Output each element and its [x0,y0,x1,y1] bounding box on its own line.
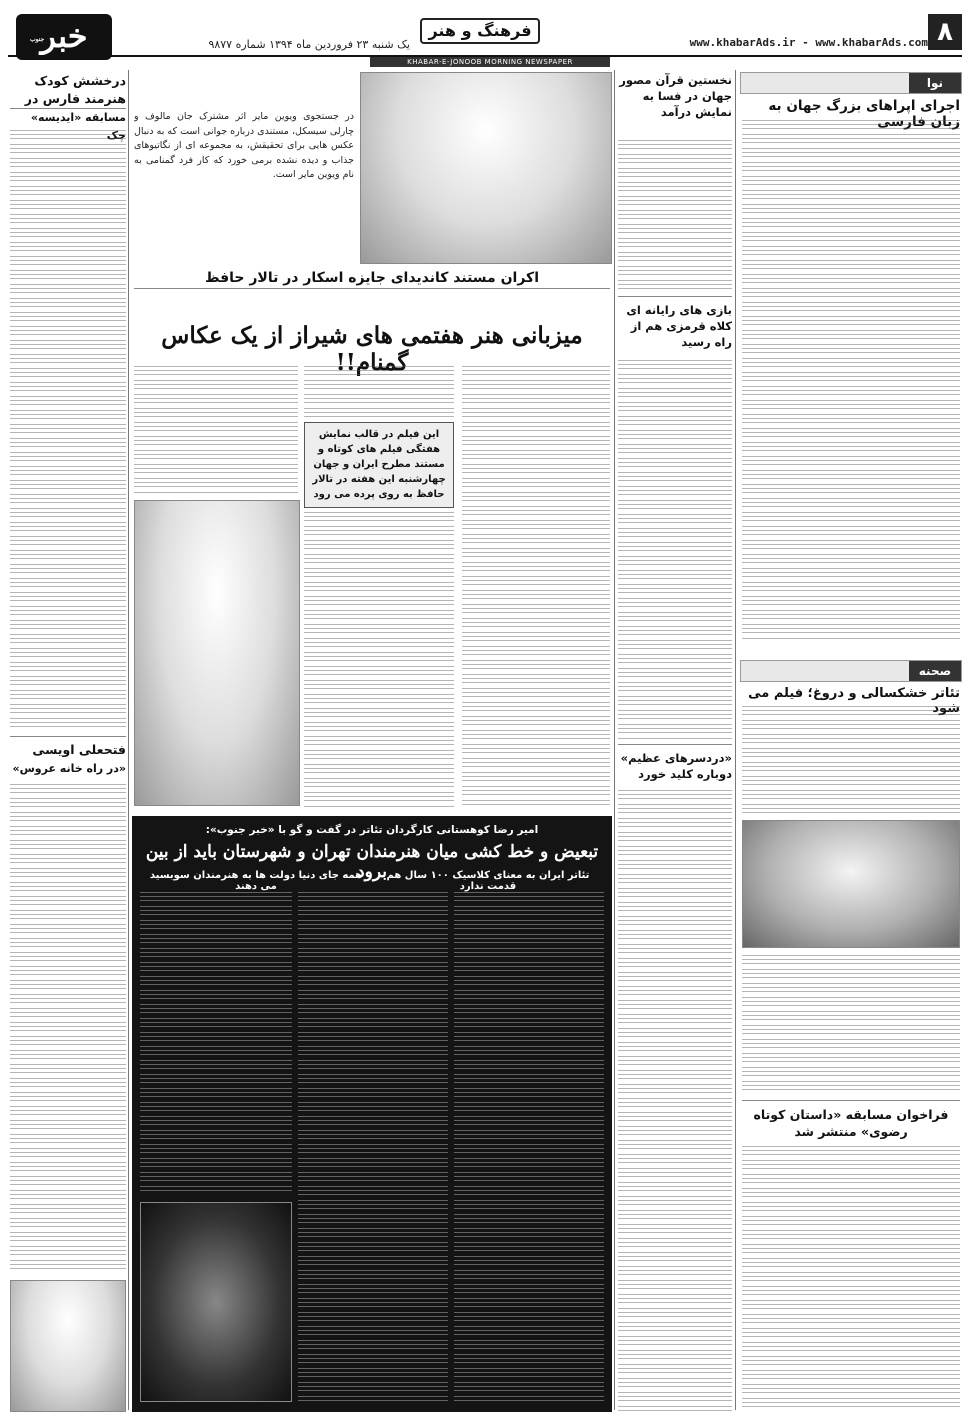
logo-text: خبر [40,17,88,55]
newspaper-ribbon: KHABAR-E-JONOOB MORNING NEWSPAPER [370,57,610,67]
section-bar-sahneh [740,660,962,682]
article-body-child [10,130,126,730]
theater-cast-photo [742,820,960,948]
interview-body-col3 [140,892,292,1192]
article-headline[interactable]: میزبانی هنر هفتمی های شیراز از یک عکاس گمنام!! [161,322,583,376]
actor-portrait [10,1280,126,1412]
divider [618,296,732,297]
article-body-games [618,360,732,740]
article-title-child-l3[interactable]: مسابقه «ایدیسه» چک [10,108,126,145]
article-body-theater [742,706,960,814]
article-title-contest[interactable]: فراخوان مسابقه «داستان کوتاه رضوی» منتشر شد [753,1107,949,1139]
section-bar-nava [740,72,962,94]
article-title-child-l1[interactable]: درخشش کودک [34,73,126,88]
interview-subhead-2: همه جای دنیا دولت ها به هنرمندان سوبسید می دهند [149,870,363,892]
article-body-trouble [618,790,732,1412]
article-title-oveisi[interactable]: فتحعلی اویسی [32,742,126,757]
article-title-trouble[interactable]: «دردسرهای عظیم» دوباره کلید خورد [620,751,732,781]
article-body-theater-cont [742,955,960,1095]
site-url[interactable]: www.khabarAds.ir - www.khabarAds.com [689,36,928,49]
pull-quote: این فیلم در قالب نمایش هفتگی فیلم های کوتاه و مستند مطرح ایران و جهان چهارشنبه این هفته در تالار حافظ به روی پرده می رود [304,422,454,508]
article-subtitle-oveisi: «در راه خانه عروس» [12,762,126,775]
interview-body-col1 [454,892,604,1402]
photo-caption: در جستجوی ویوین مایر اثر مشترک جان مالوف و چارلی سیسکل، مستندی درباره جوانی است که به دنبال عکس هایی برای تحقیقش، به مجموعه ای از نگاتیوهای جذاب و دیده نشده برمی خورد که کار فرد گمنامی به نام ویوین مایر است. [134,111,354,180]
article-body-quran [618,140,732,290]
interview-stage-photo [140,1202,292,1402]
article-body-col3 [134,366,298,496]
article-kicker: اکران مستند کاندیدای جایزه اسکار در تالار حافظ [134,270,610,289]
divider [618,744,732,745]
article-title-quran[interactable]: نخستین قرآن مصور جهان در فسا به نمایش درآمد [619,73,732,119]
interview-box [132,816,612,1412]
page-number: ۸ [928,14,962,50]
article-body-col2 [304,512,454,808]
section-tag-sahneh: صحنه [909,661,961,681]
interview-body-col2 [298,892,448,1402]
issue-date: یک شنبه ۲۳ فروردین ماه ۱۳۹۴ شماره ۹۸۷۷ [208,38,410,51]
article-title-theater[interactable]: تئاتر خشکسالی و دروغ؛ فیلم می شود [748,686,960,716]
article-title-child-l2[interactable]: هنرمند فارس در [24,91,126,106]
divider [10,736,126,737]
article-body-opera [742,120,960,640]
article-body-col1 [462,366,610,806]
section-tag-nava: نوا [909,73,961,93]
article-body-col2-top [304,366,454,420]
article-body-contest [742,1146,960,1412]
interview-headline[interactable]: تبعیض و خط کشی میان هنرمندان تهران و شهرستان باید از بین برود [145,842,599,882]
girl-photo [360,72,612,264]
article-title-games[interactable]: بازی های رایانه ای کلاه قرمزی هم از راه رسید [626,303,732,349]
interview-kicker: امیر رضا کوهستانی کارگردان تئاتر در گفت و گو با «خبر جنوب»: [205,824,539,836]
article-body-oveisi [10,784,126,1274]
column-rule [735,70,736,1410]
logo-subtitle: جنوب [30,36,45,43]
interview-subhead-1: تئاتر ایران به معنای کلاسیک ۱۰۰ سال هم قدمت ندارد [386,870,590,892]
section-title: فرهنگ و هنر [420,18,540,44]
photographer-portrait [134,500,300,806]
divider [742,1100,960,1101]
newspaper-logo [16,14,112,60]
column-rule [128,70,129,1410]
column-rule [614,70,615,1410]
article-title-opera[interactable]: اجرای اپراهای بزرگ جهان به زبان فارسی [768,98,960,130]
